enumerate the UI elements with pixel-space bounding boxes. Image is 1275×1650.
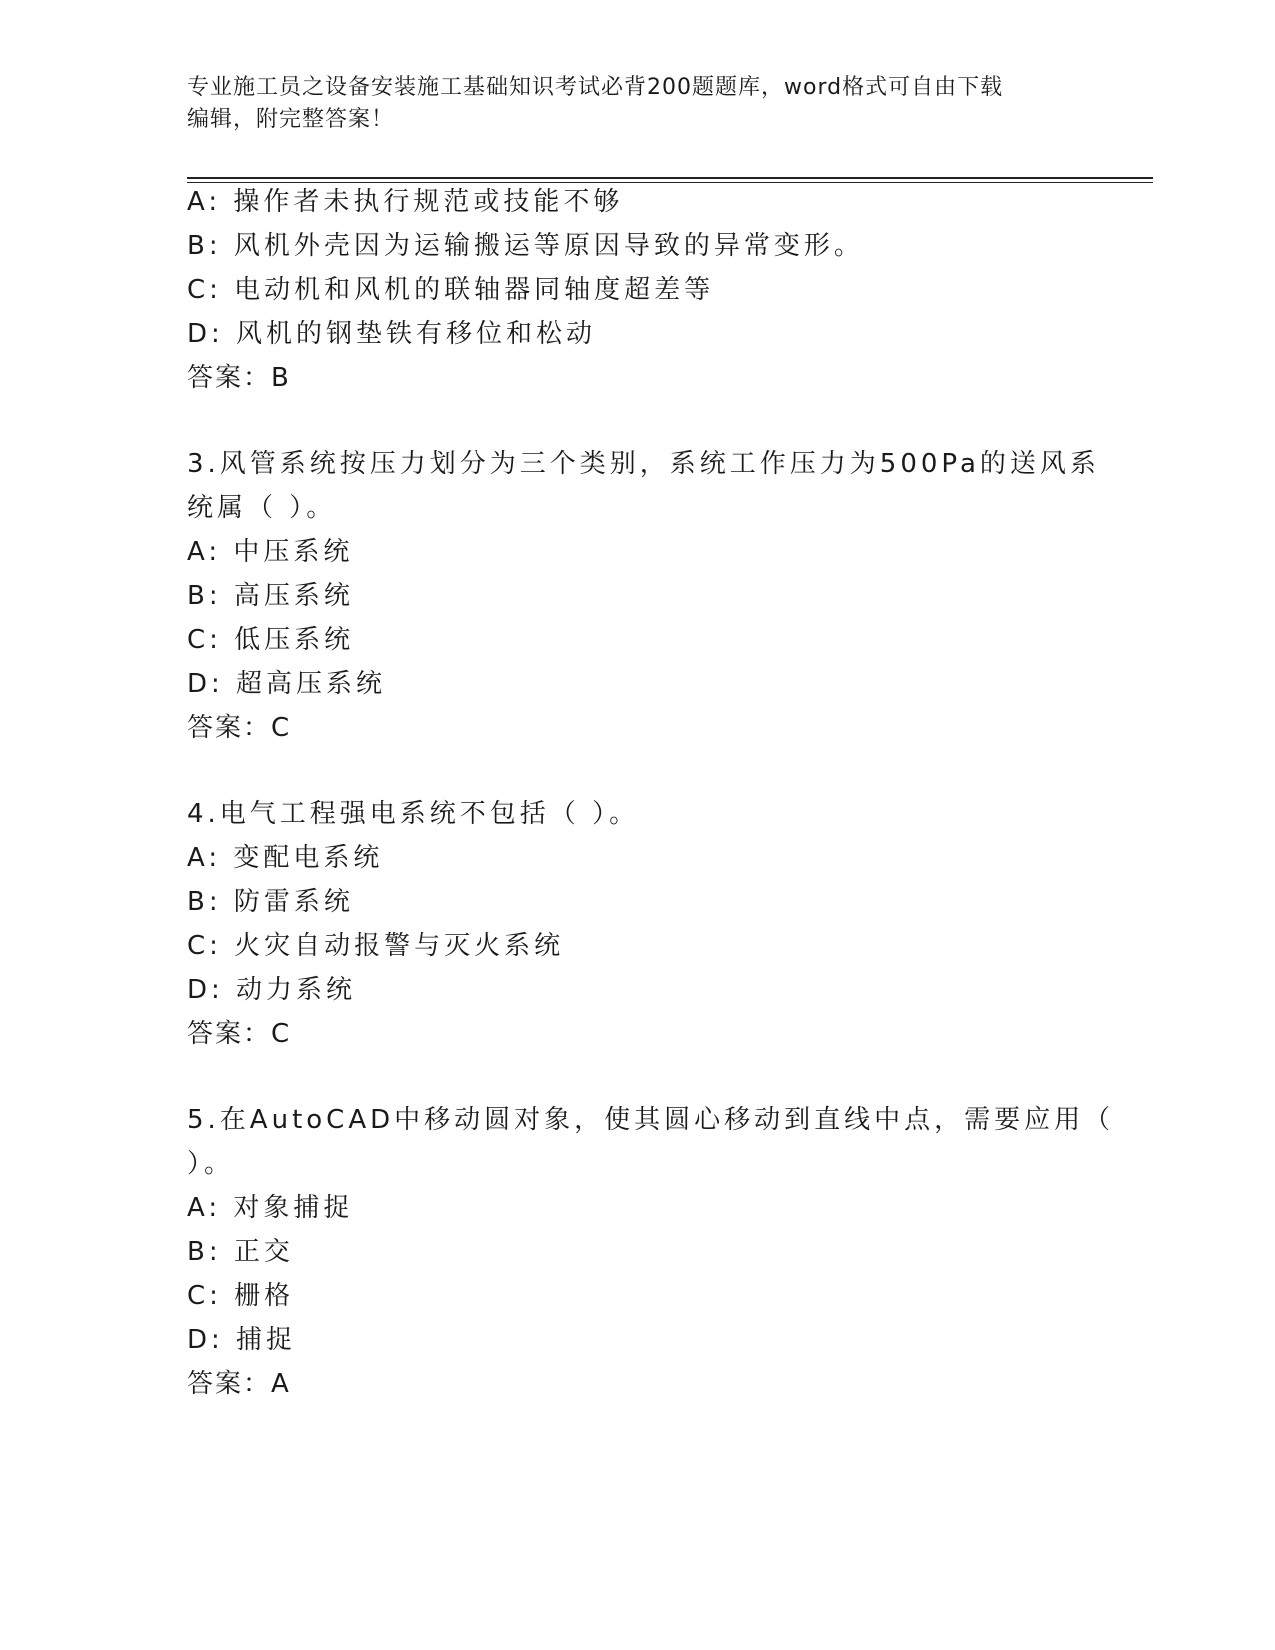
q2-option-c: C: 电动机和风机的联轴器同轴度超差等 (187, 275, 715, 305)
q4-answer: 答案：C (187, 1019, 292, 1049)
q5-option-c: C: 栅格 (187, 1281, 295, 1311)
header-divider-thick (187, 177, 1153, 179)
q3-stem-line-1: 3.风管系统按压力划分为三个类别，系统工作压力为500Pa的送风系 (187, 449, 1100, 479)
q5-stem-line-1: 5.在AutoCAD中移动圆对象，使其圆心移动到直线中点，需要应用（ (187, 1105, 1115, 1135)
q3-stem-line-2: 统属（ ）。 (187, 493, 337, 523)
q3-option-d: D: 超高压系统 (187, 669, 387, 699)
q5-option-d: D: 捕捉 (187, 1325, 297, 1355)
q4-option-d: D: 动力系统 (187, 975, 357, 1005)
document-header (187, 72, 1067, 136)
q5-option-a: A: 对象捕捉 (187, 1193, 354, 1223)
q5-answer: 答案：A (187, 1369, 291, 1399)
q2-answer: 答案：B (187, 363, 291, 393)
header-line-1: 专业施工员之设备安装施工基础知识考试必背200题题库，word格式可自由下载 (187, 75, 1004, 100)
q2-option-d: D: 风机的钢垫铁有移位和松动 (187, 319, 597, 349)
q2-option-b: B: 风机外壳因为运输搬运等原因导致的异常变形。 (187, 231, 864, 261)
header-divider-thin (187, 182, 1153, 183)
q5-option-b: B: 正交 (187, 1237, 294, 1267)
q4-stem-line-1: 4.电气工程强电系统不包括（ ）。 (187, 799, 640, 829)
q2-option-a: A: 操作者未执行规范或技能不够 (187, 187, 624, 217)
q4-option-c: C: 火灾自动报警与灭火系统 (187, 931, 565, 961)
q3-option-a: A: 中压系统 (187, 537, 354, 567)
header-line-2: 编辑，附完整答案！ (187, 107, 395, 132)
q5-stem-line-2: ）。 (187, 1149, 235, 1179)
q3-option-c: C: 低压系统 (187, 625, 355, 655)
q3-option-b: B: 高压系统 (187, 581, 354, 611)
q4-option-b: B: 防雷系统 (187, 887, 354, 917)
q4-option-a: A: 变配电系统 (187, 843, 384, 873)
q3-answer: 答案：C (187, 713, 292, 743)
